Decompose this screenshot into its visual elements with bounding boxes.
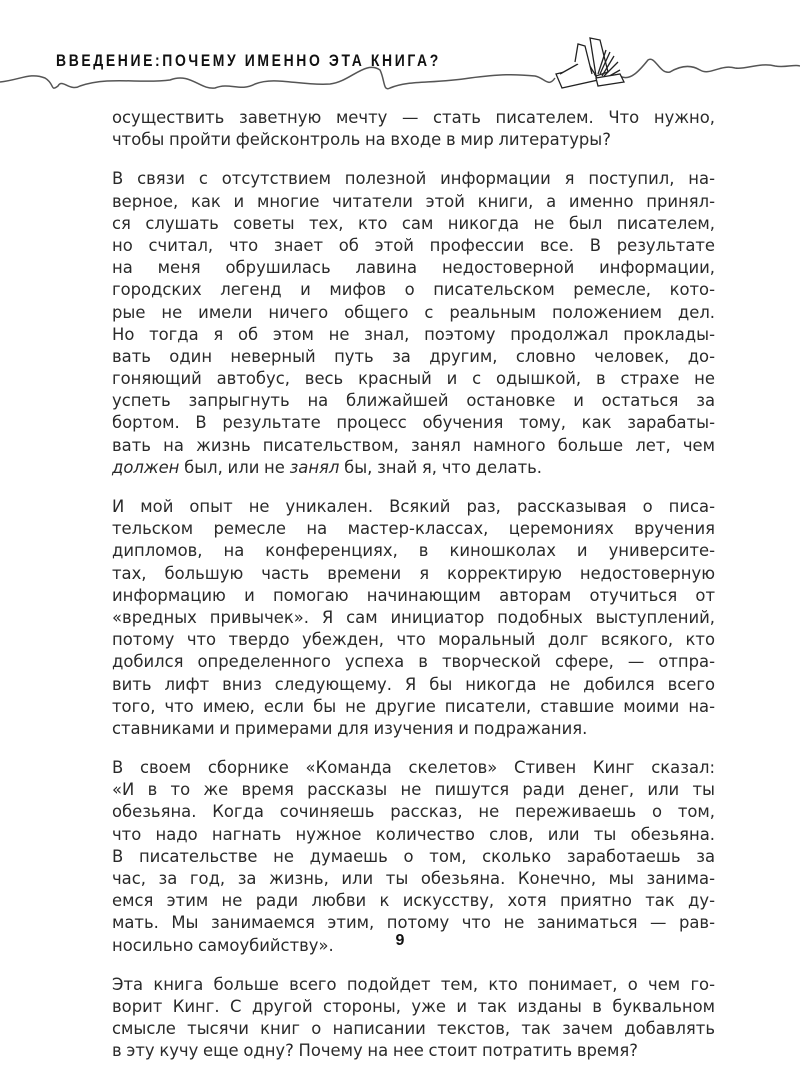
text-line: вать один неверный путь за другим, словно человек, до- [112,346,715,366]
text-line: в эту кучу еще одну? Почему на нее стоит потратить время? [112,1041,638,1061]
text-line: ворит Кинг. С другой стороны, уже и так изданы в буквальном [112,996,715,1016]
text-line: час, за год, за жизнь, или ты обезьяна. Конечно, мы занима- [112,869,715,888]
text-line: того, что имею, если бы не другие писатели, ставшие моими на- [112,696,715,716]
paragraph [112,757,715,957]
paragraph [112,107,715,151]
italic-text: занял [289,457,340,477]
text-line: городских легенд и мифов о писательском ремесле, кото- [112,280,715,300]
text-line: «вредных привычек». Я сам инициатор подобных выступлений, [112,607,715,627]
text-line: тах, большую часть времени я корректирую недостоверную [112,563,715,583]
text-line: В писательстве не думаешь о том, сколько заработаешь за [112,846,715,866]
paragraph [112,168,715,479]
text-line: дипломов, на конференциях, в киношколах и университе- [112,541,715,561]
text-line: емся этим не ради любви к искусству, хотя приятно так ду- [112,891,715,911]
text-line: обезьяна. Когда сочиняешь рассказ, не переживаешь о том, [112,802,715,822]
text-line: «И в то же время рассказы не пишутся ради денег, или ты [112,780,715,800]
text-line: на меня обрушилась лавина недостоверной информации, [112,258,715,278]
text-line: мать. Мы занимаемся этим, потому что не заниматься — рав- [112,913,715,933]
text-span: бы, знай я, что делать. [339,457,543,477]
text-line: чтобы пройти фейсконтроль на входе в мир литературы? [112,130,611,150]
paragraph [112,496,715,740]
text-line: смысле тысячи книг о написании текстов, так зачем добавлять [112,1019,715,1039]
text-line: рые не имели ничего общего с реальным положением дел. [112,302,715,322]
page-number: 9 [395,932,405,949]
text-line: потому что твердо убежден, что моральный долг всякого, кто [112,630,715,650]
text-line: носильно самоубийству». [112,935,334,955]
text-line: осуществить заветную мечту — стать писателем. Что нужно, [112,108,715,127]
running-header [0,0,800,110]
text-line: успеть запрыгнуть на ближайшей остановке и остаться за [112,391,715,411]
text-line: В своем сборнике «Команда скелетов» Стивен Кинг сказал: [112,758,715,778]
open-book-icon [556,38,624,88]
text-line: ся слушать советы тех, кто сам никогда не был писателем, [112,213,715,233]
text-line: что надо нагнать нужное количество слов, или ты обезьяна. [112,824,715,844]
text-line: верное, как и многие читатели этой книги, а именно принял- [112,191,715,211]
text-line: В связи с отсутствием полезной информации я поступил, на- [112,169,715,189]
text-line: И мой опыт не уникален. Всякий раз, рассказывая о писа- [112,497,715,516]
text-line: бортом. В результате процесс обучения тому, как зарабаты- [112,413,715,433]
text-line: тельском ремесле на мастер-классах, церемониях вручения [112,519,715,539]
chapter-title: ВВЕДЕНИЕ:ПОЧЕМУ ИМЕННО ЭТА КНИГА? [56,51,441,70]
text-line: ставниками и примерами для изучения и подражания. [112,718,588,738]
text-line: вить лифт вниз следующему. Я бы никогда не добился всего [112,674,715,694]
text-line: информацию и помогаю начинающим авторам отучиться от [112,585,715,605]
text-line: Но тогда я об этом не знал, поэтому продолжал проклады- [112,324,715,344]
text-line [112,457,715,479]
text-span: был, или не [179,457,290,477]
text-line: но считал, что знает об этой профессии все. В результате [112,235,715,255]
text-line: гоняющий автобус, весь красный и с одышкой, в страхе не [112,369,715,389]
text-line: вать на жизнь писательством, занял намного больше лет, чем [112,435,715,455]
text-line: добился определенного успеха в творческой сфере, — отпра- [112,652,715,672]
italic-text: должен [112,457,180,477]
text-line: Эта книга больше всего подойдет тем, кто понимает, о чем го- [112,974,715,994]
paragraph [112,974,715,1063]
